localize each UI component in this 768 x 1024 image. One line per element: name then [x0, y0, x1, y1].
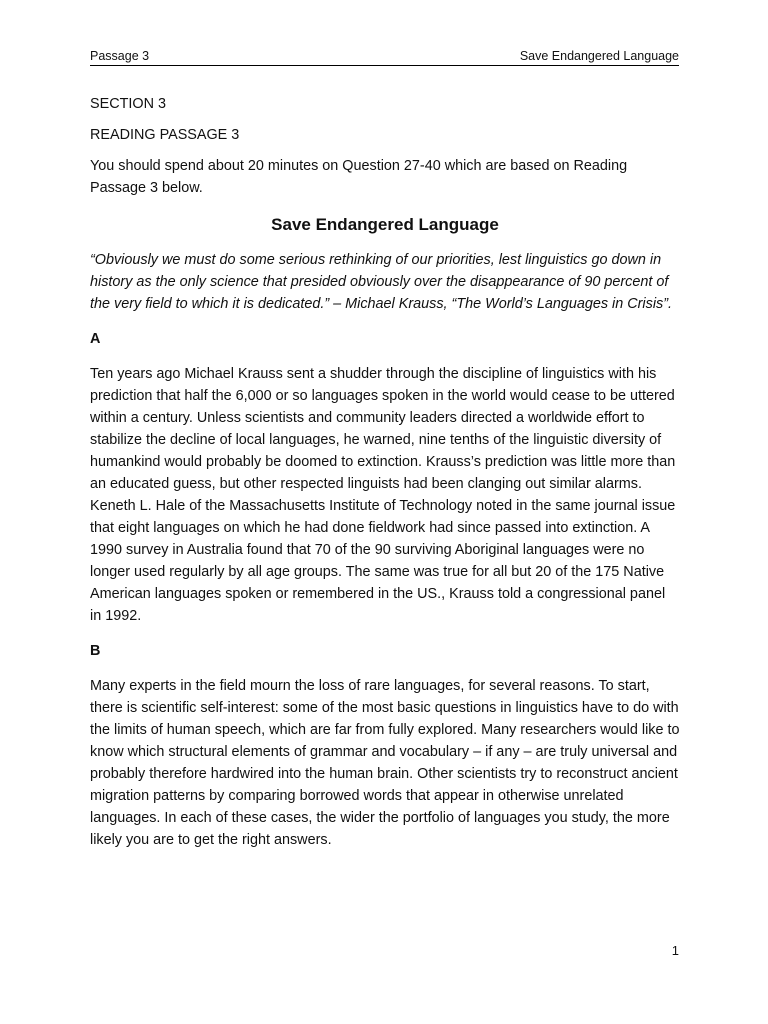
paragraph-a-letter: A	[90, 331, 101, 347]
paragraph-a-text: Ten years ago Michael Krauss sent a shudder through the discipline of linguistics with his prediction that half the 6,000 or so languages spoken in the world would cease to be uttered within a century. Unless scientists and community leaders directed a worldwide effort to stabilize the decline of local languages, he warned, nine tenths of the linguistic diversity of humankind would probably be doomed to extinction. Krauss’s prediction was little more than an educated guess, but other respected linguists had been clanging out similar alarms. Keneth L. Hale of the Massachusetts Institute of Technology noted in the same journal issue that eight languages on which he had done fieldwork had since passed into extinction. A 1990 survey in Australia found that 70 of the 90 surviving Aboriginal languages were no longer used regularly by all age groups. The same was true for all but 20 of the 175 Native American languages spoken or remembered in the US., Krauss told a congressional panel in 1992.	[90, 366, 676, 624]
reading-passage-label: READING PASSAGE 3	[90, 127, 240, 143]
document-page	[90, 0, 680, 1024]
article-title: Save Endangered Language	[271, 215, 499, 234]
paragraph-b-text: Many experts in the field mourn the loss of rare languages, for several reasons. To start, there is scientific self-interest: some of the most basic questions in linguistics have to do with the limits of human speech, which are far from fully explored. Many researchers would like to know which structural elements of grammar and vocabulary – if any – are truly universal and probably therefore hardwired into the human brain. Other scientists try to reconstruct ancient migration patterns by comparing borrowed words that appear in otherwise unrelated languages. In each of these cases, the wider the portfolio of languages you study, the more likely you are to get the right answers.	[90, 678, 680, 848]
section-label: SECTION 3	[90, 96, 166, 112]
instructions: You should spend about 20 minutes on Question 27-40 which are based on Reading Passage 3 below.	[90, 158, 628, 196]
document-body	[90, 93, 680, 864]
epigraph-quote: “Obviously we must do some serious rethinking of our priorities, lest linguistics go down in history as the only science that presided obviously over the disappearance of 90 percent of the very field to which it is dedicated.” – Michael Krauss, “The World’s Languages in Crisis”.	[90, 252, 673, 312]
paragraph-b-letter: B	[90, 643, 101, 659]
header-passage-label: Passage 3	[90, 49, 150, 63]
header-title: Save Endangered Language	[519, 49, 679, 63]
running-header	[90, 47, 679, 66]
page-number: 1	[671, 943, 679, 958]
